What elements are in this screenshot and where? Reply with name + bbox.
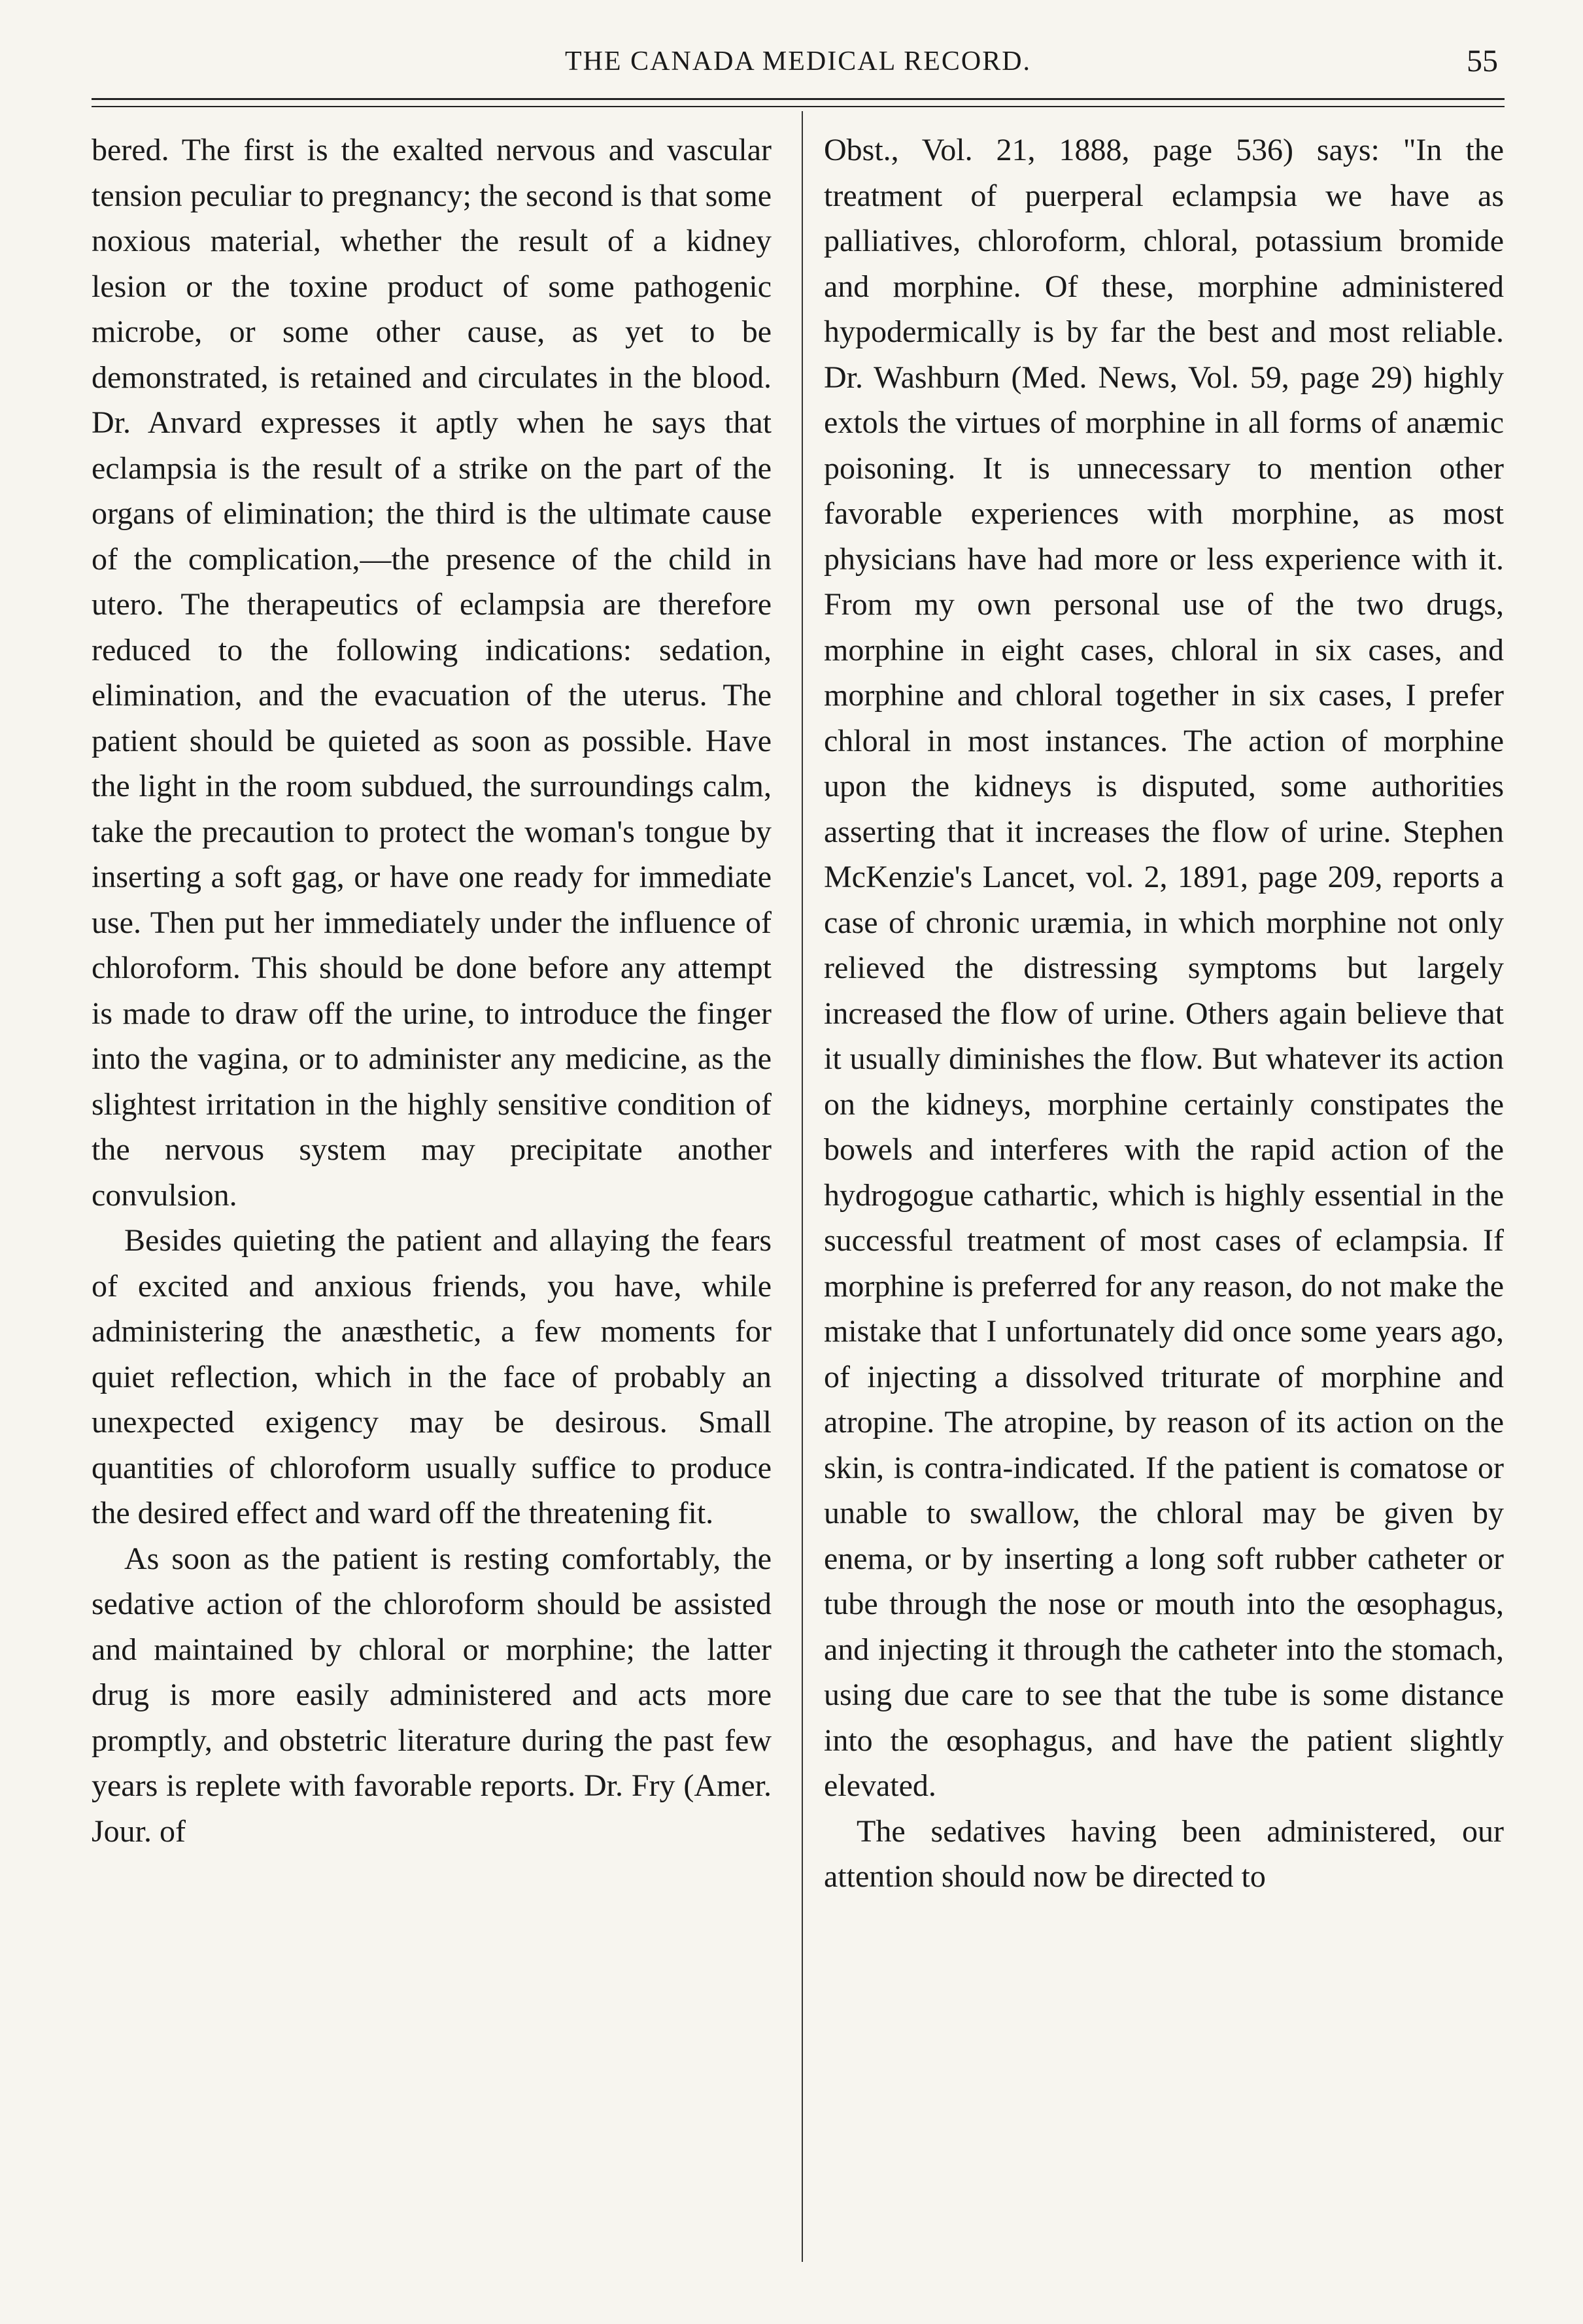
left-column [92, 127, 772, 1854]
right-paragraph-2: The sedatives having been administered, our attention should now be directed to [824, 1813, 1504, 1894]
left-paragraph-2: Besides quieting the patient and allaying the fears of excited and anxious friends, you have, while administering the anæsthetic, a few moments for quiet reflection, which in the face of probably an unexpected exigency may be desirous. Small quantities of chloroform usually suffice to produce the desired effect and ward off the threatening fit. [92, 1223, 772, 1530]
header-rule-bottom [92, 106, 1505, 107]
header-rule-top [92, 98, 1505, 100]
left-paragraph-3: As soon as the patient is resting comfortably, the sedative action of the chloroform should be assisted and maintained by chloral or morphine; the latter drug is more easily administered and acts more promptly, and obstetric literature during the past few years is replete with favorable reports. Dr. Fry (Amer. Jour. of [92, 1541, 772, 1849]
column-divider [802, 111, 803, 2262]
running-title: THE CANADA MEDICAL RECORD. [564, 46, 1032, 76]
page-header [92, 46, 1505, 92]
page-number: 55 [1467, 44, 1498, 78]
left-paragraph-1: bered. The first is the exalted nervous and vascular tension peculiar to pregnancy; the second is that some noxious material, whether the result of a kidney lesion or the toxine product of some pathogenic microbe, or some other cause, as yet to be demonstrated, is retained and circulates in the blood. Dr. Anvard expresses it aptly when he says that eclampsia is the result of a strike on the part of the organs of elimination; the third is the ultimate cause of the complication,—the presence of the child in utero. The therapeutics of eclampsia are therefore reduced to the following indications: sedation, elimination, and the evacuation of the uterus. The patient should be quieted as soon as possible. Have the light in the room subdued, the surroundings calm, take the precaution to protect the woman's tongue by inserting a soft gag, or have one ready for immediate use. Then put her immediately under the influence of chloroform. This should be done before any attempt is made to draw off the urine, to introduce the finger into the vagina, or to administer any medicine, as the slightest irritation in the highly sensitive condition of the nervous system may precipitate another convulsion. [92, 133, 772, 1213]
right-column [824, 127, 1504, 1900]
right-paragraph-1: Obst., Vol. 21, 1888, page 536) says: "In the treatment of puerperal eclampsia we have as palliatives, chloroform, chloral, potassium bromide and morphine. Of these, morphine administered hypodermically is by far the best and most reliable. Dr. Washburn (Med. News, Vol. 59, page 29) highly extols the virtues of morphine in all forms of anæmic poisoning. It is unnecessary to mention other favorable experiences with morphine, as most physicians have had more or less experience with it. From my own personal use of the two drugs, morphine in eight cases, chloral in six cases, and morphine and chloral together in six cases, I prefer chloral in most instances. The action of morphine upon the kidneys is disputed, some authorities asserting that it increases the flow of urine. Stephen McKenzie's Lancet, vol. 2, 1891, page 209, reports a case of chronic uræmia, in which morphine not only relieved the distressing symptoms but largely increased the flow of urine. Others again believe that it usually diminishes the flow. But whatever its action on the kidneys, morphine certainly constipates the bowels and interferes with the rapid action of the hydrogogue cathartic, which is highly essential in the successful treatment of most cases of eclampsia. If morphine is preferred for any reason, do not make the mistake that I unfortunately did once some years ago, of injecting a dissolved triturate of morphine and atropine. The atropine, by reason of its action on the skin, is contra-indicated. If the patient is comatose or unable to swallow, the chloral may be given by enema, or by inserting a long soft rubber catheter or tube through the nose or mouth into the œsophagus, and injecting it through the catheter into the stomach, using due care to see that the tube is some distance into the œsophagus, and have the patient slightly elevated. [824, 133, 1504, 1803]
